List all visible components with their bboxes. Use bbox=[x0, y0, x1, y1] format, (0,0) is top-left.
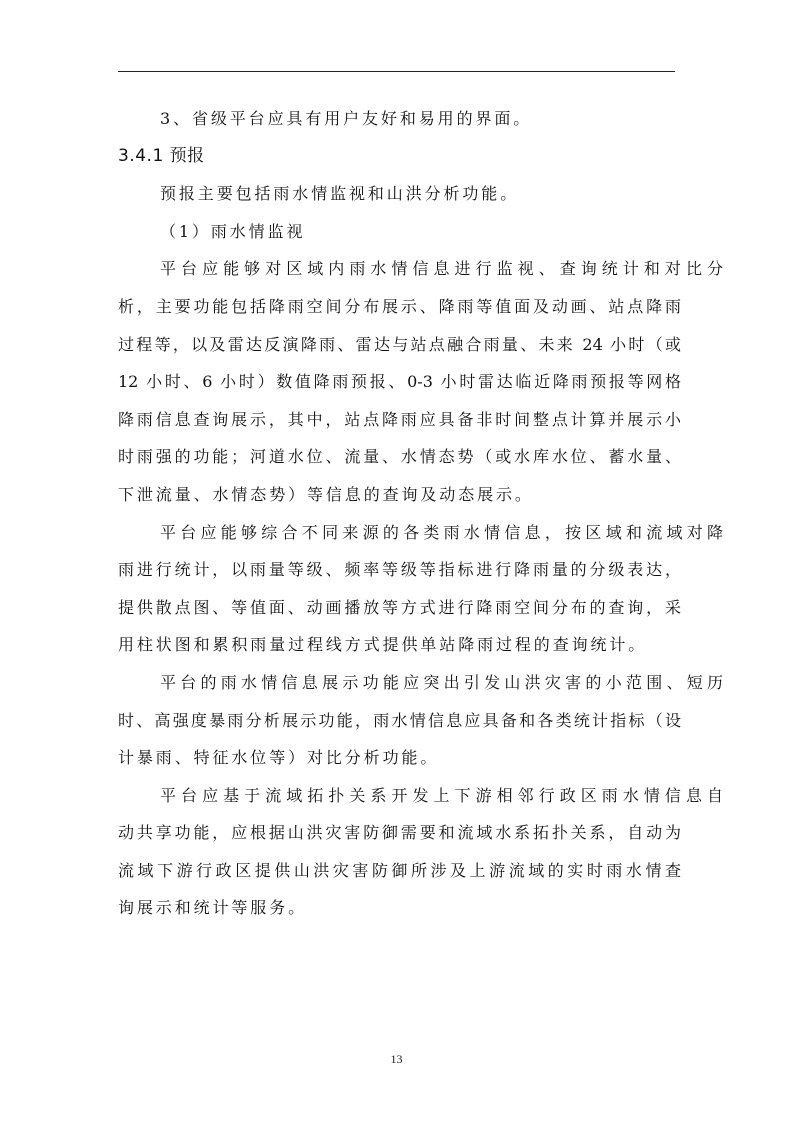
paragraph-line: 过程等，以及雷达反演降雨、雷达与站点融合雨量、未来 24 小时（或 bbox=[118, 334, 681, 354]
paragraph-line: 析，主要功能包括降雨空间分布展示、降雨等值面及动画、站点降雨 bbox=[118, 296, 681, 316]
list-item-3: 3、省级平台应具有用户友好和易用的界面。 bbox=[160, 109, 533, 128]
subheading-rain-monitoring: （1）雨水情监视 bbox=[160, 221, 306, 241]
page-number: 13 bbox=[390, 1052, 403, 1066]
paragraph-line: 下泄流量、水情态势）等信息的查询及动态展示。 bbox=[118, 484, 534, 504]
page-body bbox=[118, 100, 723, 927]
section-heading: 3.4.1 预报 bbox=[118, 145, 205, 166]
paragraph-line: 雨进行统计，以雨量等级、频率等级等指标进行降雨量的分级表达， bbox=[118, 560, 681, 580]
paragraph-line: 时雨强的功能；河道水位、流量、水情态势（或水库水位、蓄水量、 bbox=[118, 447, 681, 467]
paragraph-line: 流域下游行政区提供山洪灾害防御所涉及上游流域的实时雨水情查 bbox=[118, 860, 681, 880]
intro-paragraph: 预报主要包括雨水情监视和山洪分析功能。 bbox=[160, 184, 520, 204]
paragraph-line: 平台应能够对区域内雨水情信息进行监视、查询统计和对比分 bbox=[160, 259, 723, 279]
paragraph-line: 平台应基于流域拓扑关系开发上下游相邻行政区雨水情信息自 bbox=[160, 785, 723, 805]
paragraph-line: 平台应能够综合不同来源的各类雨水情信息，按区域和流域对降 bbox=[160, 522, 723, 542]
paragraph-line: 用柱状图和累积雨量过程线方式提供单站降雨过程的查询统计。 bbox=[118, 635, 648, 655]
paragraph-line: 询展示和统计等服务。 bbox=[118, 898, 308, 918]
paragraph-line: 提供散点图、等值面、动画播放等方式进行降雨空间分布的查询，采 bbox=[118, 597, 681, 617]
header-rule bbox=[118, 71, 675, 72]
paragraph-line: 12 小时、6 小时）数值降雨预报、0-3 小时雷达临近降雨预报等网格 bbox=[118, 372, 681, 392]
paragraph-line: 动共享功能，应根据山洪灾害防御需要和流域水系拓扑关系，自动为 bbox=[118, 823, 681, 843]
paragraph-line: 平台的雨水情信息展示功能应突出引发山洪灾害的小范围、短历 bbox=[160, 672, 723, 692]
paragraph-line: 降雨信息查询展示，其中，站点降雨应具备非时间整点计算并展示小 bbox=[118, 409, 681, 429]
paragraph-line: 时、高强度暴雨分析展示功能，雨水情信息应具备和各类统计指标（设 bbox=[118, 710, 681, 730]
paragraph-line: 计暴雨、特征水位等）对比分析功能。 bbox=[118, 748, 440, 768]
